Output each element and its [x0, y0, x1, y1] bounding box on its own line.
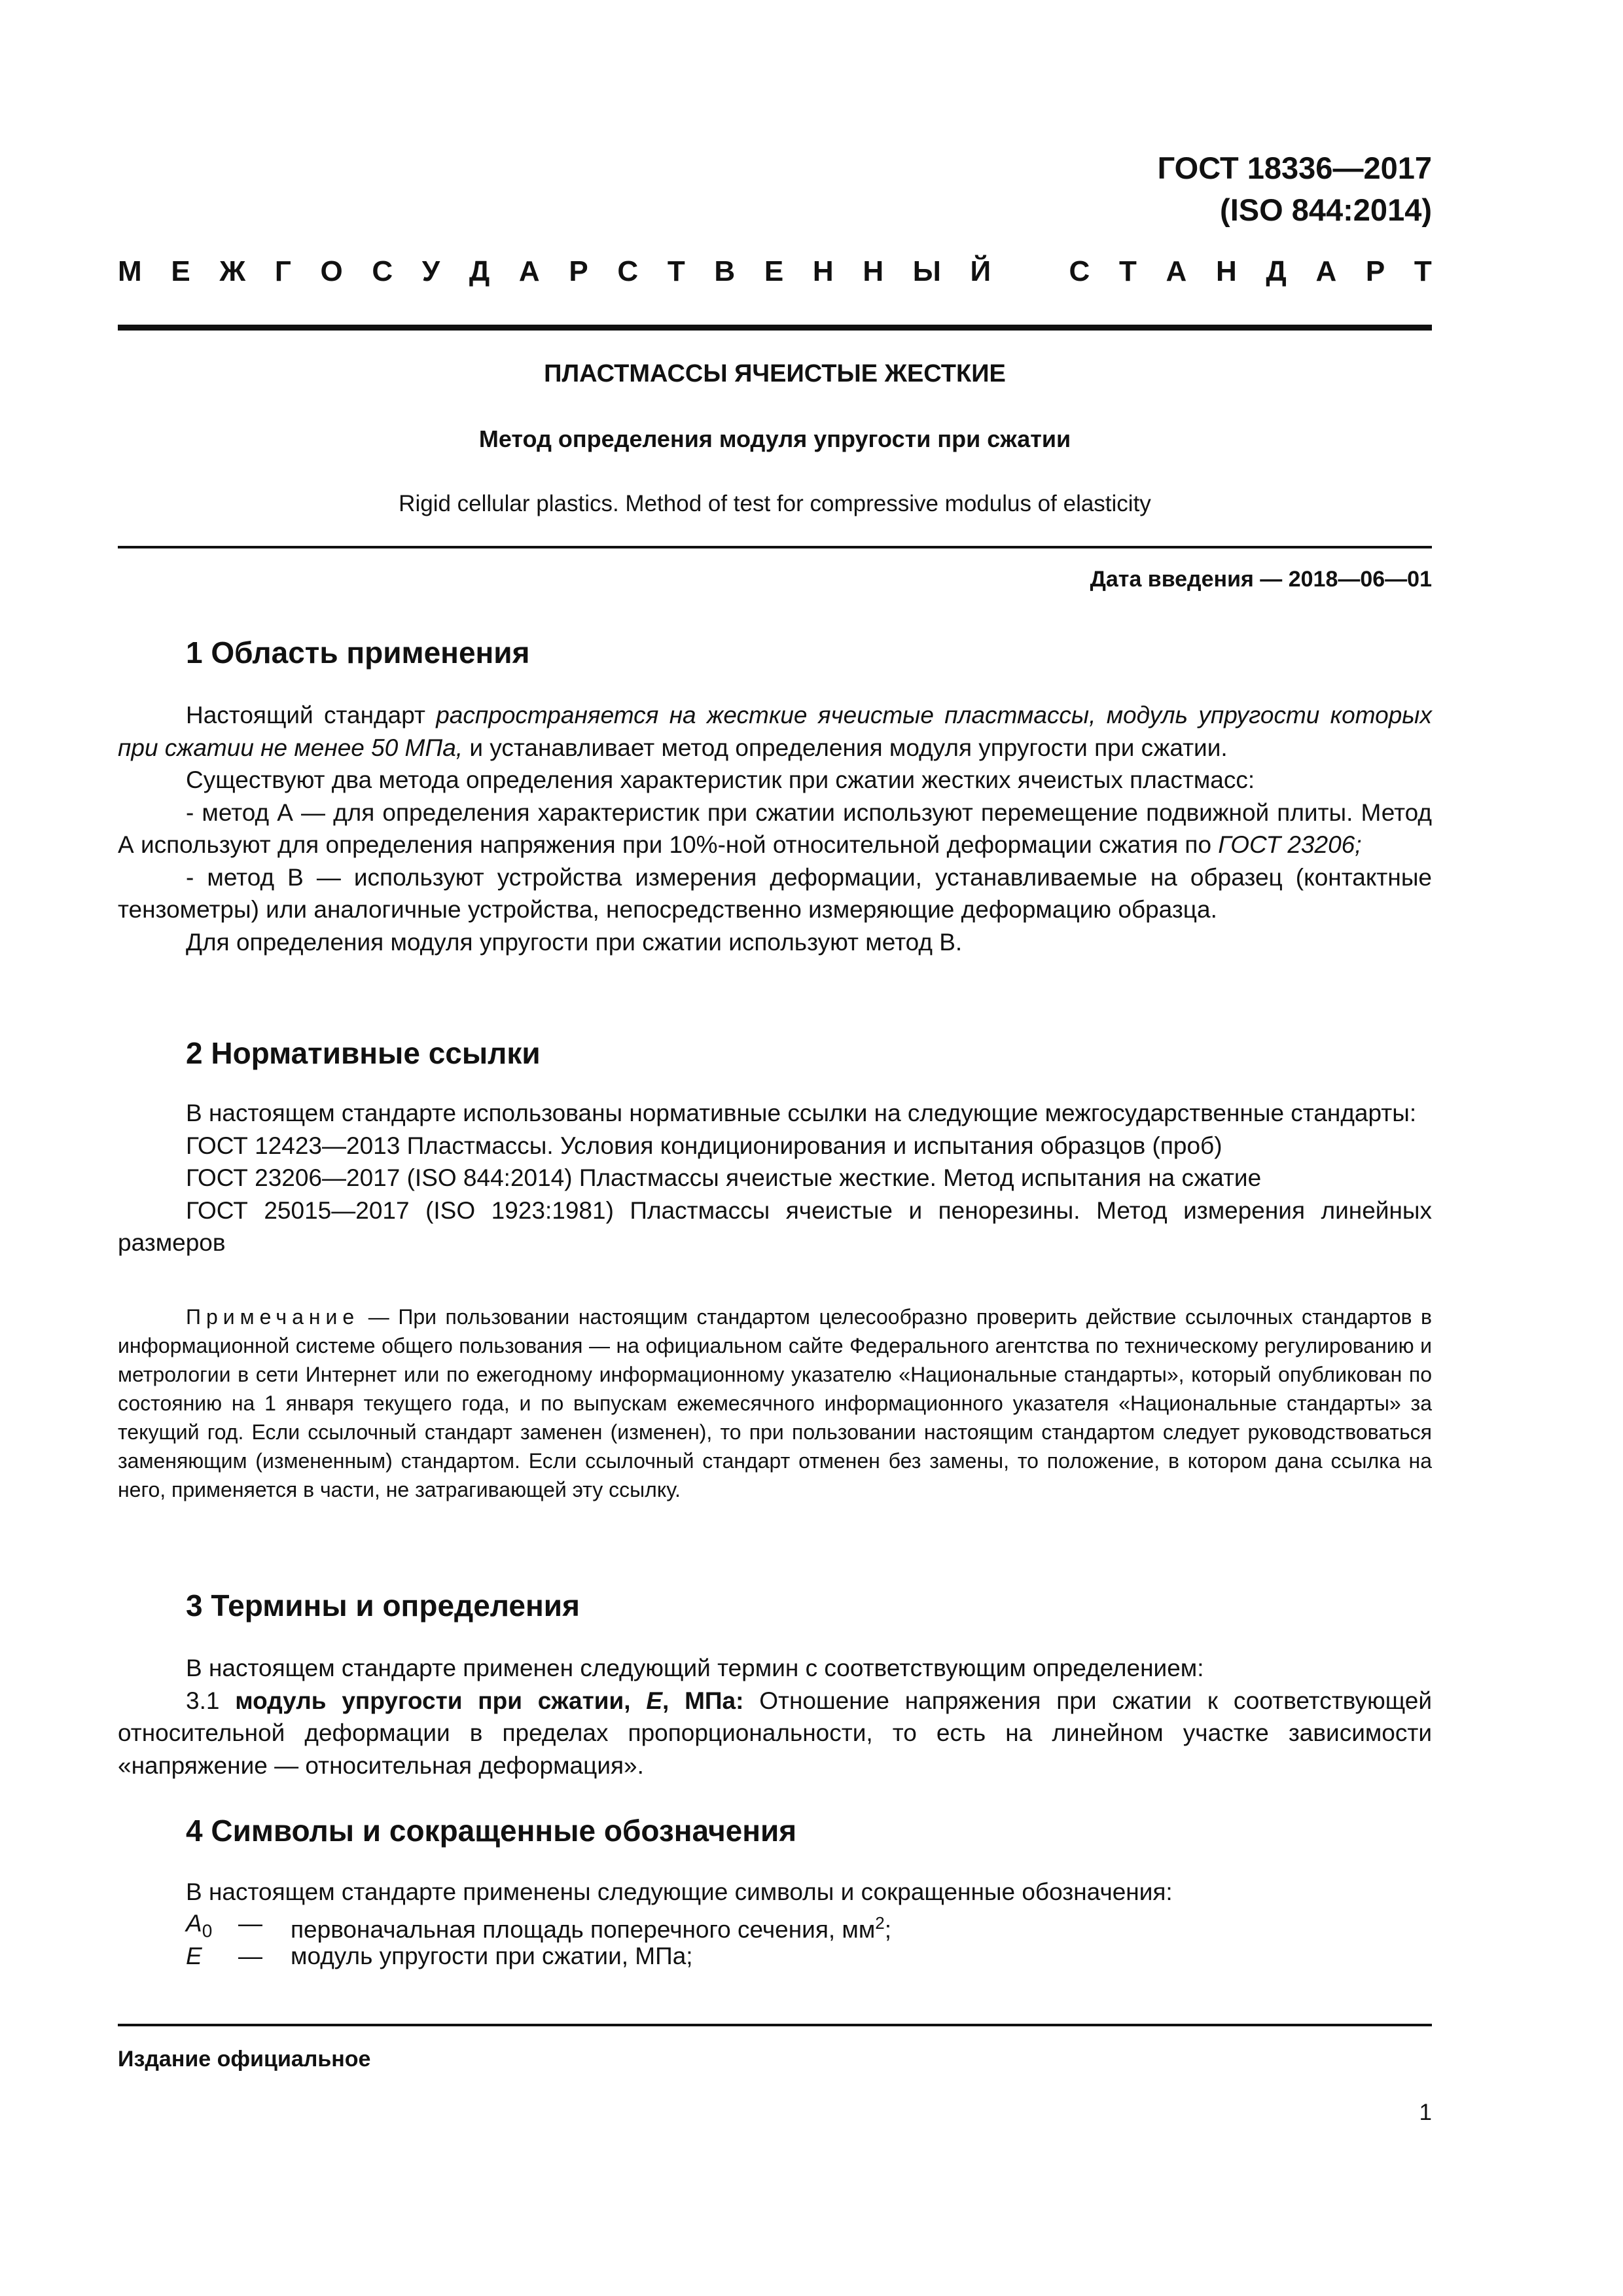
banner-letter: М	[118, 255, 142, 287]
symbol-dash: —	[238, 1943, 262, 1969]
english-title: Rigid cellular plastics. Method of test for compressive modulus of elasticity	[399, 491, 1151, 516]
section-1-paragraph-5: Для определения модуля упругости при сжатии используют метод В.	[186, 928, 963, 956]
symbol-subscript: 0	[202, 1920, 213, 1941]
definition-text: первоначальная площадь поперечного сечения, мм	[291, 1916, 876, 1943]
superscript: 2	[875, 1913, 885, 1933]
gost-number: ГОСТ 18336—2017	[1157, 151, 1432, 185]
section-3-heading: 3 Термины и определения	[186, 1588, 580, 1623]
interstate-standard-banner	[118, 255, 1432, 292]
footer-rule	[118, 2024, 1432, 2026]
banner-letter: С	[617, 255, 639, 287]
section-4-paragraph-1: В настоящем стандарте применены следующие символы и сокращенные обозначения:	[186, 1878, 1173, 1905]
banner-letter: Д	[469, 255, 490, 287]
banner-letter: Р	[569, 255, 588, 287]
document-title: ПЛАСТМАССЫ ЯЧЕИСТЫЕ ЖЕСТКИЕ	[544, 360, 1006, 387]
banner-word-gap	[1020, 255, 1040, 292]
banner-letter: Й	[970, 255, 991, 287]
section-3-paragraph-1: В настоящем стандарте применен следующий термин с соответствующим определением:	[186, 1655, 1204, 1681]
reference-item: ГОСТ 25015—2017 (ISO 1923:1981) Пластмассы ячеистые и пенорезины. Метод измерения линейных размеров	[118, 1196, 1432, 1256]
section-2-note	[118, 1302, 1432, 1504]
term-symbol: E	[646, 1687, 662, 1714]
reference-item: ГОСТ 23206—2017 (ISO 844:2014) Пластмассы ячеистые жесткие. Метод испытания на сжатие	[186, 1164, 1262, 1191]
header-rule	[118, 325, 1432, 331]
banner-letter: С	[372, 255, 393, 287]
banner-letter: А	[1315, 255, 1337, 287]
term-number: 3.1	[186, 1687, 236, 1714]
term-definition	[118, 1685, 1432, 1782]
section-1-paragraph-1	[118, 699, 1432, 764]
banner-letter: Р	[1365, 255, 1385, 287]
section-1-method-b: - метод В — используют устройства измерения деформации, устанавливаемые на образец (контактные тензометры) или аналогичные устройства, непосредственно измеряющие деформацию образца.	[118, 863, 1432, 923]
banner-letter: Н	[812, 255, 834, 287]
official-edition-label: Издание официальное	[118, 2047, 371, 2072]
banner-letter: Ж	[219, 255, 246, 287]
banner-letter: Е	[764, 255, 784, 287]
definition-end: ;	[884, 1916, 892, 1943]
symbol-definition: модуль упругости при сжатии, МПа;	[291, 1943, 693, 1969]
document-subtitle: Метод определения модуля упругости при сжатии	[478, 425, 1071, 452]
symbol-letter: A	[186, 1910, 202, 1937]
banner-letter: Д	[1266, 255, 1287, 287]
banner-letter: Т	[667, 255, 685, 287]
banner-letter: С	[1069, 255, 1090, 287]
banner-letter: Н	[863, 255, 884, 287]
section-1-paragraph-2: Существуют два метода определения характеристик при сжатии жестких ячеистых пластмасс:	[186, 766, 1255, 793]
banner-letter: А	[518, 255, 540, 287]
section-1-heading: 1 Область применения	[186, 636, 530, 670]
note-label: Примечание	[186, 1305, 360, 1329]
term-definition-text: Отношение напряжения при сжатии к соответствующей относительной деформации в пределах пропорциональности, то есть на линейном участке зависимости «напряжение — относительная деформация».	[118, 1687, 1433, 1779]
effective-date: Дата введения — 2018—06—01	[1090, 567, 1432, 592]
section-2-body	[118, 1097, 1432, 1259]
banner-letter: А	[1166, 255, 1187, 287]
banner-letter: Т	[1118, 255, 1137, 287]
symbol-row	[186, 1940, 693, 1973]
reference-item: ГОСТ 12423—2013 Пластмассы. Условия кондиционирования и испытания образцов (проб)	[186, 1132, 1222, 1159]
text-run: и устанавливает метод определения модуля упругости при сжатии.	[463, 734, 1228, 761]
banner-letter: Е	[171, 255, 190, 287]
banner-letter: В	[714, 255, 736, 287]
section-3-body	[118, 1652, 1432, 1782]
banner-letter: Г	[274, 255, 291, 287]
banner-letter: У	[421, 255, 440, 287]
symbol-dash: —	[238, 1910, 262, 1937]
banner-letter: О	[320, 255, 343, 287]
italic-run: ГОСТ 23206;	[1218, 831, 1362, 858]
italic-run: распространяется на жесткие ячеистые пластмассы, модуль упругости которых при сжатии не менее 50 МПа,	[118, 702, 1433, 761]
term-unit: , МПа:	[662, 1687, 744, 1714]
iso-number: (ISO 844:2014)	[1220, 192, 1432, 227]
section-2-heading: 2 Нормативные ссылки	[186, 1036, 541, 1070]
symbol: E	[186, 1943, 202, 1969]
standard-designation	[1158, 147, 1432, 231]
section-1-method-a	[118, 797, 1432, 861]
term-name: модуль упругости при сжатии,	[235, 1687, 647, 1714]
section-1-body	[118, 699, 1432, 958]
page-number: 1	[1419, 2100, 1432, 2125]
banner-letter: Ы	[912, 255, 941, 287]
section-4-heading: 4 Символы и сокращенные обозначения	[186, 1814, 797, 1848]
banner-letter: Н	[1215, 255, 1237, 287]
section-4-intro	[118, 1876, 1432, 1909]
text-run: - метод А — для определения характеристик при сжатии используют перемещение подвижной плиты. Метод А используют для определения напряжения при 10%-ной относительной деформации сжатия по	[118, 798, 1432, 858]
section-2-paragraph-1: В настоящем стандарте использованы нормативные ссылки на следующие межгосударственные стандарты:	[186, 1100, 1417, 1126]
title-rule	[118, 546, 1432, 548]
text-run: Настоящий стандарт	[186, 702, 437, 728]
note-text: — При пользовании настоящим стандартом целесообразно проверить действие ссылочных стандартов в информационной системе общего пользования — на официальном сайте Федерального агентства по техническому регулированию и метрологии в сети Интернет или по ежегодному информационному указателю «Национальные стандарты», который опубликован по состоянию на 1 января текущего года, и по выпускам ежемесячного информационного указателя «Национальные стандарты» за текущий год. Если ссылочный стандарт заменен (изменен), то при пользовании настоящим стандартом следует руководствоваться заменяющим (измененным) стандартом. Если ссылочный стандарт отменен без замены, то положение, в котором дана ссылка на него, применяется в части, не затрагивающей эту ссылку.	[118, 1305, 1432, 1501]
banner-letter: Т	[1414, 255, 1432, 287]
